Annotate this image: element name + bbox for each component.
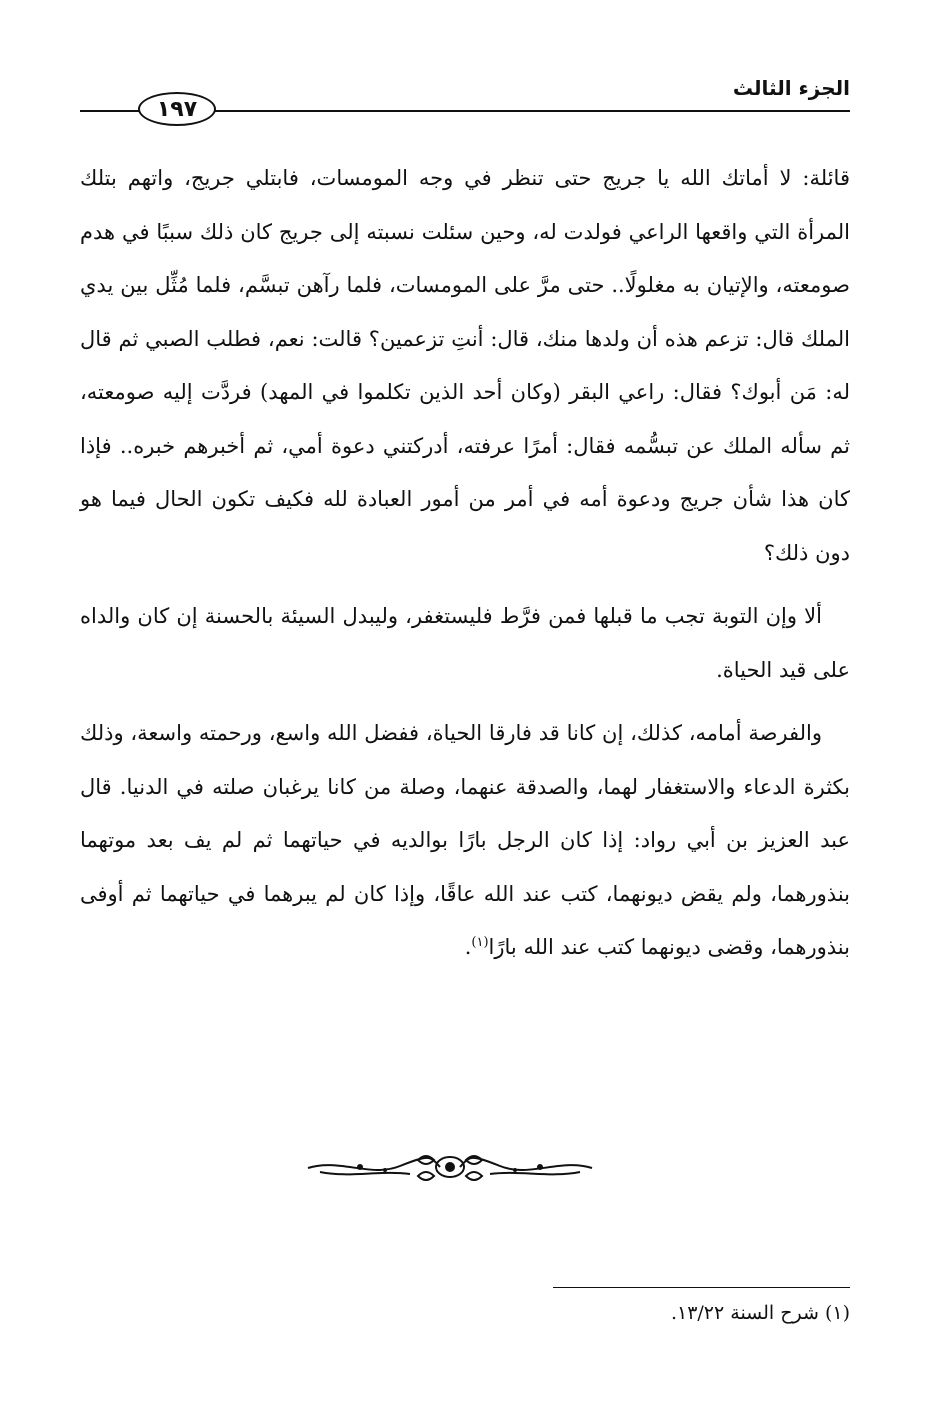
footnote: (١) شرح السنة ١٣/٢٢. [670, 1302, 850, 1324]
paragraph-3 [80, 707, 850, 975]
paragraph-3-end: . [464, 935, 472, 959]
volume-title: الجزء الثالث [732, 76, 850, 100]
page-number: ١٩٧ [138, 92, 216, 126]
paragraph-2: ألا وإن التوبة تجب ما قبلها فمن فرَّط فليستغفر، وليبدل السيئة بالحسنة إن كان والداه على قيد الحياة. [80, 604, 850, 682]
paragraph-3-text: والفرصة أمامه، كذلك، إن كانا قد فارقا الحياة، ففضل الله واسع، ورحمته واسعة، وذلك بكثرة الدعاء والاستغفار لهما، والصدقة عنهما، وصلة من كانا يرغبان صلته في الدنيا. قال عبد العزيز بن أبي رواد: إذا كان الرجل بارًا بوالديه في حياتهما ثم لم يف بعد موتهما بنذورهما، ولم يقض ديونهما، كتب عند الله عاقًا، وإذا كان لم يبرهما في حياتهما ثم أوفى بنذورهما، وقضى ديونهما كتب عند الله بارًا [80, 721, 850, 959]
body-text [80, 152, 850, 985]
footnote-reference[interactable]: (١) [471, 935, 489, 950]
footnote-rule [553, 1287, 850, 1288]
page-header [80, 70, 850, 130]
paragraph-1: قائلة: لا أماتك الله يا جريج حتى تنظر في وجه المومسات، فابتلي جريج، واتهم بتلك المرأة التي واقعها الراعي فولدت له، وحين سئلت نسبته إلى جريج كان ذلك سببًا في هدم صومعته، والإتيان به مغلولًا.. حتى مرَّ على المومسات، فلما رآهن تبسَّم، فلما مُثِّل بين يدي الملك قال: تزعم هذه أن ولدها منك، قال: أنتِ تزعمين؟ قالت: نعم، فطلب الصبي ثم قال له: مَن أبوك؟ فقال: راعي البقر (وكان أحد الذين تكلموا في المهد) فردَّت إليه صومعته، ثم سأله الملك عن تبسُّمه فقال: أمرًا عرفته، أدركتني دعوة أمي، ثم أخبرهم خبره.. فإذا كان هذا شأن جريج ودعوة أمه في أمر من أمور العبادة لله فكيف تكون الحال فيما هو دون ذلك؟ [80, 166, 850, 565]
decorative-divider-icon [300, 1150, 600, 1184]
